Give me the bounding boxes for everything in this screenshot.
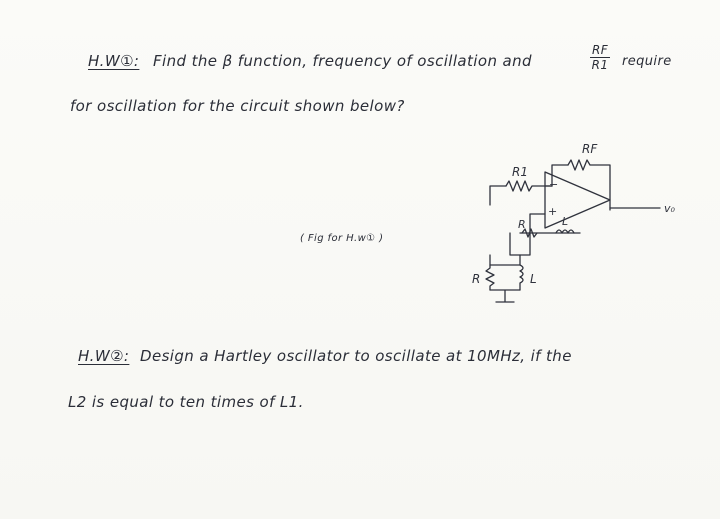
plus-label: + [548, 205, 558, 218]
r-label: R [472, 272, 481, 286]
rf-label: RF [582, 142, 598, 156]
lower-resistor [486, 265, 494, 290]
network-l-label: L [562, 215, 569, 228]
bl-label: L [530, 272, 537, 286]
r1-label: R1 [512, 165, 528, 179]
minus-label: − [549, 178, 559, 191]
q1-label: H.W①: [88, 52, 140, 70]
q1-text-tail: require [622, 54, 672, 69]
figure-caption: ( Fig for H.w① ) [300, 233, 384, 244]
q2-text-line1: Design a Hartley oscillator to oscillate at 10MHz, if the [140, 347, 572, 365]
output-label: v₀ [664, 202, 675, 215]
ground-wire [490, 290, 520, 302]
q1-ratio-denominator: R1 [591, 58, 609, 72]
q1-text-line1: Find the β function, frequency of oscillation and [153, 52, 532, 70]
q1-text-line2: for oscillation for the circuit shown below? [70, 97, 405, 115]
r1-lead [490, 186, 506, 205]
network-r-label: R [518, 218, 526, 231]
q1-ratio-numerator: RF [592, 43, 609, 57]
plus-input-wire [530, 214, 545, 233]
q2-label: H.W②: [78, 347, 130, 365]
q2-text-line2: L2 is equal to ten times of L1. [68, 393, 304, 411]
network-drop [510, 233, 530, 255]
ground-branch [490, 255, 520, 265]
lower-inductor [520, 265, 523, 290]
